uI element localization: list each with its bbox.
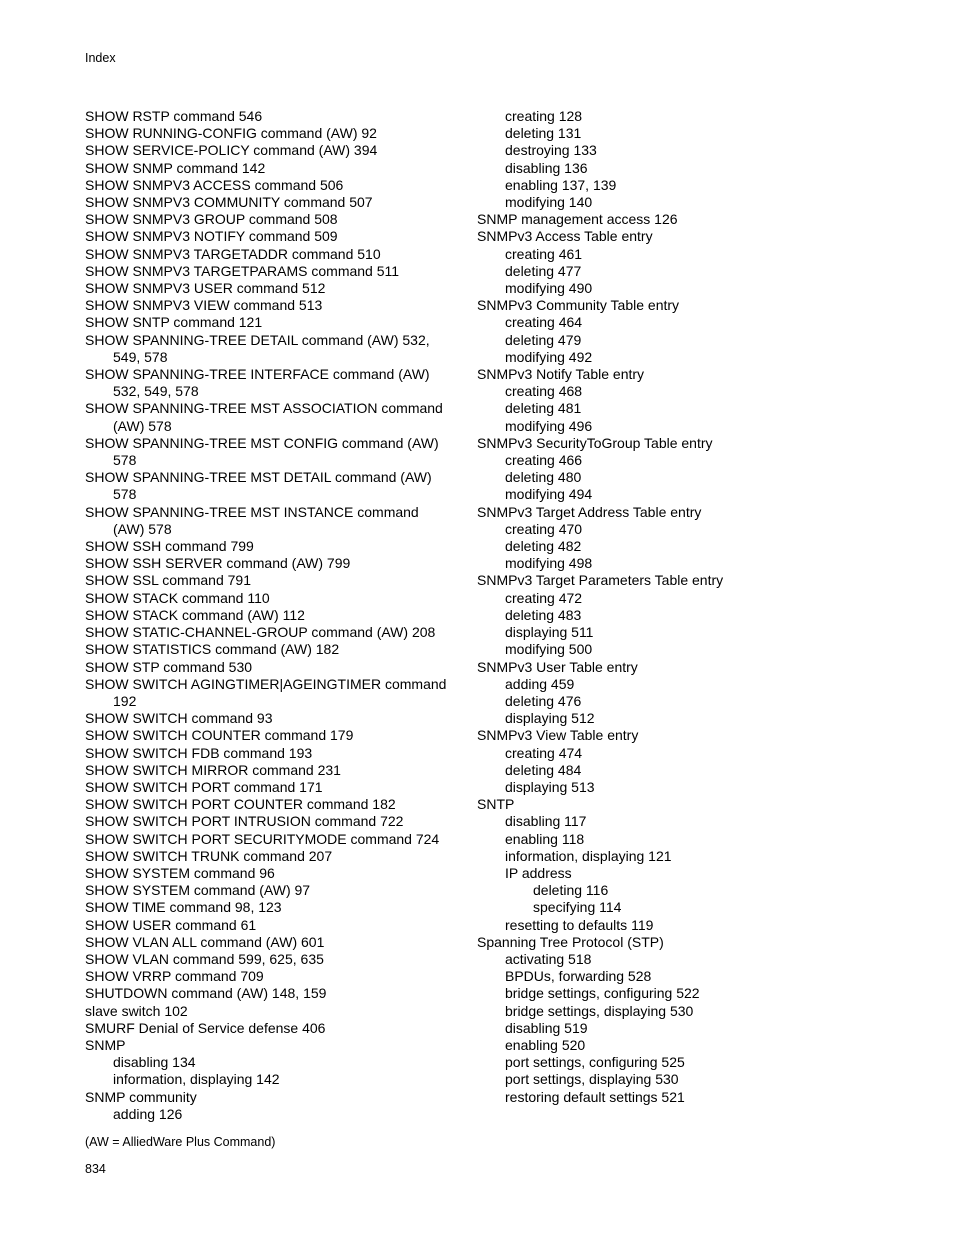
index-entry: SNTP [477,796,515,813]
index-subentry: displaying 512 [505,710,595,727]
index-entry: SHOW STP command 530 [85,658,253,675]
index-subentry: modifying 490 [505,280,593,297]
index-entry-continuation: 549, 578 [113,348,168,365]
index-subentry: port settings, configuring 525 [505,1054,685,1071]
index-subentry: creating 474 [505,744,583,761]
index-entry: slave switch 102 [85,1002,188,1019]
index-subentry: modifying 496 [505,417,593,434]
index-entry: SHOW USER command 61 [85,916,257,933]
index-subentry: activating 518 [505,950,592,967]
index-column-left [85,108,460,1123]
index-entry: SNMPv3 Access Table entry [477,228,653,245]
index-column-right [477,108,917,1106]
index-subentry: disabling 117 [505,813,587,830]
index-entry: SHOW SNTP command 121 [85,314,263,331]
index-entry: SHOW SNMPV3 COMMUNITY command 507 [85,194,373,211]
index-subentry: deleting 477 [505,262,582,279]
index-entry-continuation: 578 [113,452,137,469]
index-entry: SHOW SWITCH FDB command 193 [85,744,313,761]
index-entry: SHOW STATIC-CHANNEL-GROUP command (AW) 208 [85,624,436,641]
index-subentry: adding 459 [505,675,575,692]
index-subentry: destroying 133 [505,142,597,159]
index-entry: SHOW SSH command 799 [85,538,254,555]
index-subentry: disabling 134 [113,1054,196,1071]
footnote: (AW = AlliedWare Plus Command) [85,1135,276,1149]
index-subentry: information, displaying 121 [505,847,672,864]
index-subentry: enabling 520 [505,1036,586,1053]
index-entry-continuation: 532, 549, 578 [113,383,199,400]
index-subentry: resetting to defaults 119 [505,916,654,933]
index-entry: SHOW SNMPV3 GROUP command 508 [85,211,338,228]
index-entry: SHOW SNMPV3 VIEW command 513 [85,297,323,314]
index-entry: SHOW STACK command (AW) 112 [85,606,305,623]
index-entry: SHOW SPANNING-TREE MST DETAIL command (AW) [85,469,432,486]
index-entry: SHOW SYSTEM command 96 [85,864,275,881]
index-entry: SHOW SWITCH PORT SECURITYMODE command 724 [85,830,440,847]
index-entry: SHOW SSL command 791 [85,572,251,589]
index-subentry: information, displaying 142 [113,1071,280,1088]
index-subentry: modifying 498 [505,555,593,572]
index-entry: SHOW SNMP command 142 [85,159,266,176]
index-subentry: bridge settings, configuring 522 [505,985,700,1002]
index-subentry: deleting 480 [505,469,582,486]
index-entry: SHOW VLAN command 599, 625, 635 [85,950,324,967]
index-subsubentry: deleting 116 [533,882,609,899]
index-subentry: creating 464 [505,314,583,331]
index-entry: SHOW SWITCH TRUNK command 207 [85,847,333,864]
index-entry: SNMPv3 Target Parameters Table entry [477,572,724,589]
index-subentry: creating 468 [505,383,583,400]
index-entry: SNMPv3 Community Table entry [477,297,680,314]
page-number: 834 [85,1162,106,1176]
index-entry-continuation: (AW) 578 [113,417,172,434]
index-subentry: displaying 513 [505,778,595,795]
index-subentry: adding 126 [113,1105,183,1122]
index-entry: Spanning Tree Protocol (STP) [477,933,664,950]
index-subentry: modifying 492 [505,348,593,365]
index-subentry: deleting 484 [505,761,582,778]
index-subentry: IP address [505,864,572,881]
running-head: Index [85,51,116,65]
index-entry-continuation: 192 [113,692,137,709]
index-entry: SHOW SNMPV3 TARGETPARAMS command 511 [85,262,400,279]
index-entry: SHOW SWITCH COUNTER command 179 [85,727,354,744]
index-entry: SHOW STACK command 110 [85,589,270,606]
index-subentry: port settings, displaying 530 [505,1071,679,1088]
index-entry: SHOW SPANNING-TREE INTERFACE command (AW) [85,366,430,383]
index-entry: SHOW SWITCH PORT INTRUSION command 722 [85,813,404,830]
index-subentry: deleting 483 [505,606,582,623]
index-entry: SHOW SNMPV3 TARGETADDR command 510 [85,245,381,262]
index-subentry: deleting 482 [505,538,582,555]
index-entry: SNMPv3 Notify Table entry [477,366,645,383]
index-entry: SHOW SPANNING-TREE DETAIL command (AW) 532, [85,331,430,348]
index-entry: SNMPv3 View Table entry [477,727,639,744]
index-entry: SHOW SPANNING-TREE MST ASSOCIATION command [85,400,443,417]
index-entry: SHOW SWITCH PORT COUNTER command 182 [85,796,396,813]
index-entry: SHOW SPANNING-TREE MST INSTANCE command [85,503,419,520]
index-subentry: modifying 500 [505,641,593,658]
index-subentry: bridge settings, displaying 530 [505,1002,694,1019]
index-entry: SHOW TIME command 98, 123 [85,899,282,916]
index-entry: SHOW SYSTEM command (AW) 97 [85,882,311,899]
index-subentry: disabling 519 [505,1019,588,1036]
index-subentry: restoring default settings 521 [505,1088,685,1105]
index-entry: SMURF Denial of Service defense 406 [85,1019,326,1036]
index-subentry: creating 470 [505,520,583,537]
index-entry: SHOW SNMPV3 USER command 512 [85,280,326,297]
index-entry: SHOW SWITCH PORT command 171 [85,778,323,795]
index-subentry: enabling 137, 139 [505,176,617,193]
index-subentry: displaying 511 [505,624,594,641]
index-entry-continuation: (AW) 578 [113,520,172,537]
index-subentry: creating 472 [505,589,583,606]
index-entry: SHOW SPANNING-TREE MST CONFIG command (AW) [85,434,439,451]
index-entry: SHOW SSH SERVER command (AW) 799 [85,555,351,572]
index-subentry: modifying 494 [505,486,593,503]
index-entry: SHOW VRRP command 709 [85,968,264,985]
index-entry-continuation: 578 [113,486,137,503]
index-entry: SHOW SERVICE-POLICY command (AW) 394 [85,142,378,159]
index-entry: SHUTDOWN command (AW) 148, 159 [85,985,327,1002]
index-entry: SHOW SWITCH command 93 [85,710,273,727]
index-entry: SHOW RSTP command 546 [85,108,263,124]
index-entry: SNMP [85,1036,126,1053]
index-entry: SHOW RUNNING-CONFIG command (AW) 92 [85,125,377,142]
index-entry: SHOW SNMPV3 NOTIFY command 509 [85,228,338,245]
index-subentry: disabling 136 [505,159,588,176]
index-entry: SNMP management access 126 [477,211,678,228]
index-entry: SNMPv3 User Table entry [477,658,638,675]
index-entry: SNMPv3 Target Address Table entry [477,503,702,520]
index-subentry: enabling 118 [505,830,585,847]
index-subentry: deleting 476 [505,692,582,709]
index-subentry: creating 461 [505,245,583,262]
index-subsubentry: specifying 114 [533,899,622,916]
index-entry: SHOW SWITCH AGINGTIMER|AGEINGTIMER command [85,675,447,692]
index-subentry: creating 128 [505,108,583,124]
index-subentry: BPDUs, forwarding 528 [505,968,652,985]
index-subentry: creating 466 [505,452,583,469]
index-subentry: deleting 131 [505,125,582,142]
index-entry: SNMPv3 SecurityToGroup Table entry [477,434,713,451]
index-subentry: deleting 479 [505,331,582,348]
index-subentry: deleting 481 [505,400,582,417]
index-subentry: modifying 140 [505,194,593,211]
index-entry: SNMP community [85,1088,197,1105]
index-entry: SHOW VLAN ALL command (AW) 601 [85,933,325,950]
index-entry: SHOW SNMPV3 ACCESS command 506 [85,176,344,193]
index-entry: SHOW SWITCH MIRROR command 231 [85,761,341,778]
index-entry: SHOW STATISTICS command (AW) 182 [85,641,340,658]
